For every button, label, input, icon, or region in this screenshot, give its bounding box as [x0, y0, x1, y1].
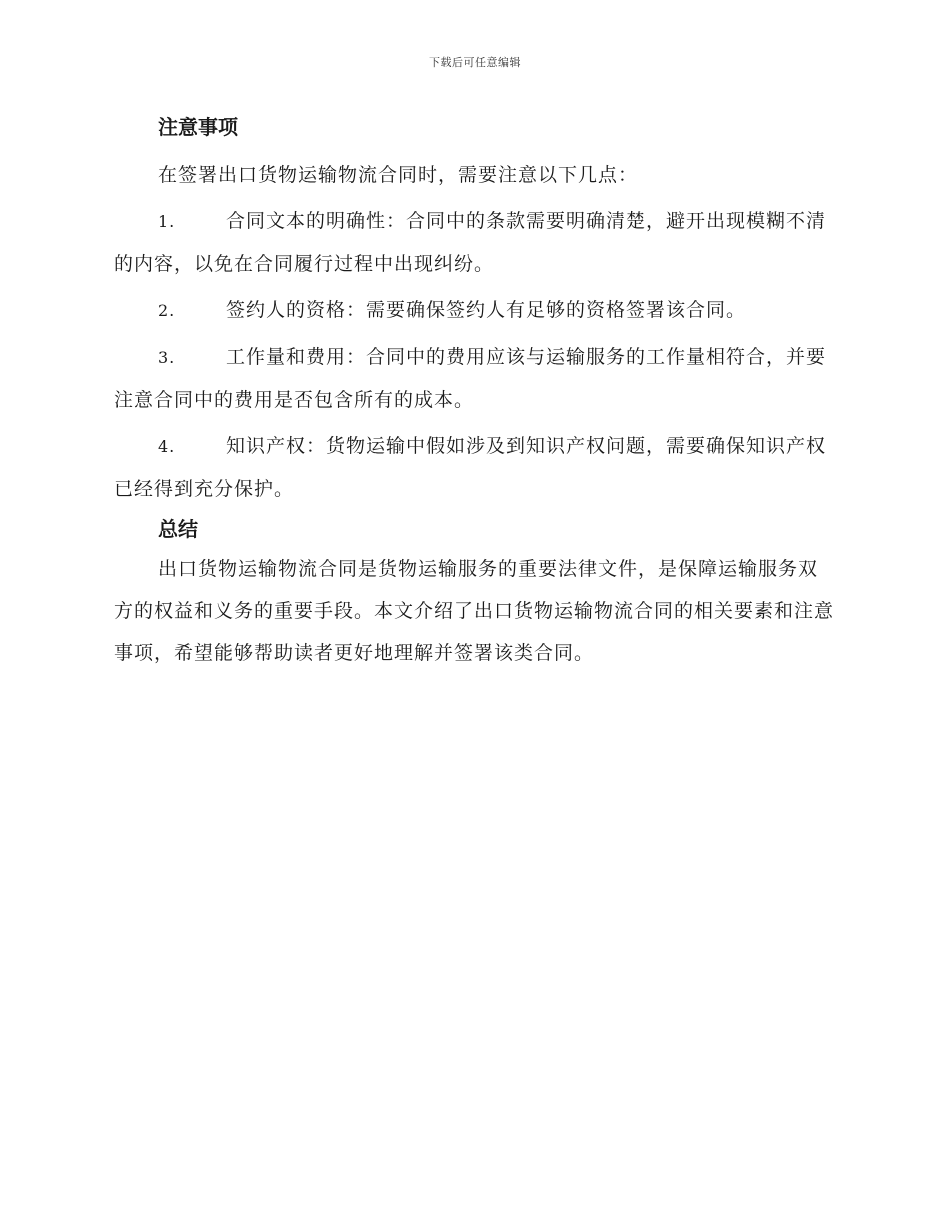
list-item — [114, 200, 834, 285]
list-item — [114, 289, 834, 332]
list-item-number: 1. — [158, 212, 176, 231]
header-note: 下载后可任意编辑 — [429, 56, 521, 69]
document-body — [114, 112, 834, 674]
list-item-text: 工作量和费用：合同中的费用应该与运输服务的工作量相符合，并要注意合同中的费用是否包含所有的成本。 — [114, 346, 827, 411]
list-item-text: 签约人的资格：需要确保签约人有足够的资格签署该合同。 — [226, 299, 747, 321]
list-item-number: 4. — [158, 437, 176, 456]
list-item — [114, 336, 834, 421]
list-item-text: 合同文本的明确性：合同中的条款需要明确清楚，避开出现模糊不清的内容，以免在合同履行过程中出现纠纷。 — [114, 210, 827, 275]
list-item — [114, 425, 834, 510]
notes-intro-paragraph: 在签署出口货物运输物流合同时，需要注意以下几点： — [158, 164, 639, 186]
summary-paragraph: 出口货物运输物流合同是货物运输服务的重要法律文件，是保障运输服务双方的权益和义务的重要手段。本文介绍了出口货物运输物流合同的相关要素和注意事项，希望能够帮助读者更好地理解并签署该类合同。 — [114, 558, 835, 664]
section-title-summary: 总结 — [158, 517, 198, 541]
list-item-number: 3. — [158, 348, 176, 367]
list-item-number: 2. — [158, 301, 176, 320]
section-title-notes: 注意事项 — [158, 115, 238, 139]
list-item-text: 知识产权：货物运输中假如涉及到知识产权问题，需要确保知识产权已经得到充分保护。 — [114, 435, 827, 500]
